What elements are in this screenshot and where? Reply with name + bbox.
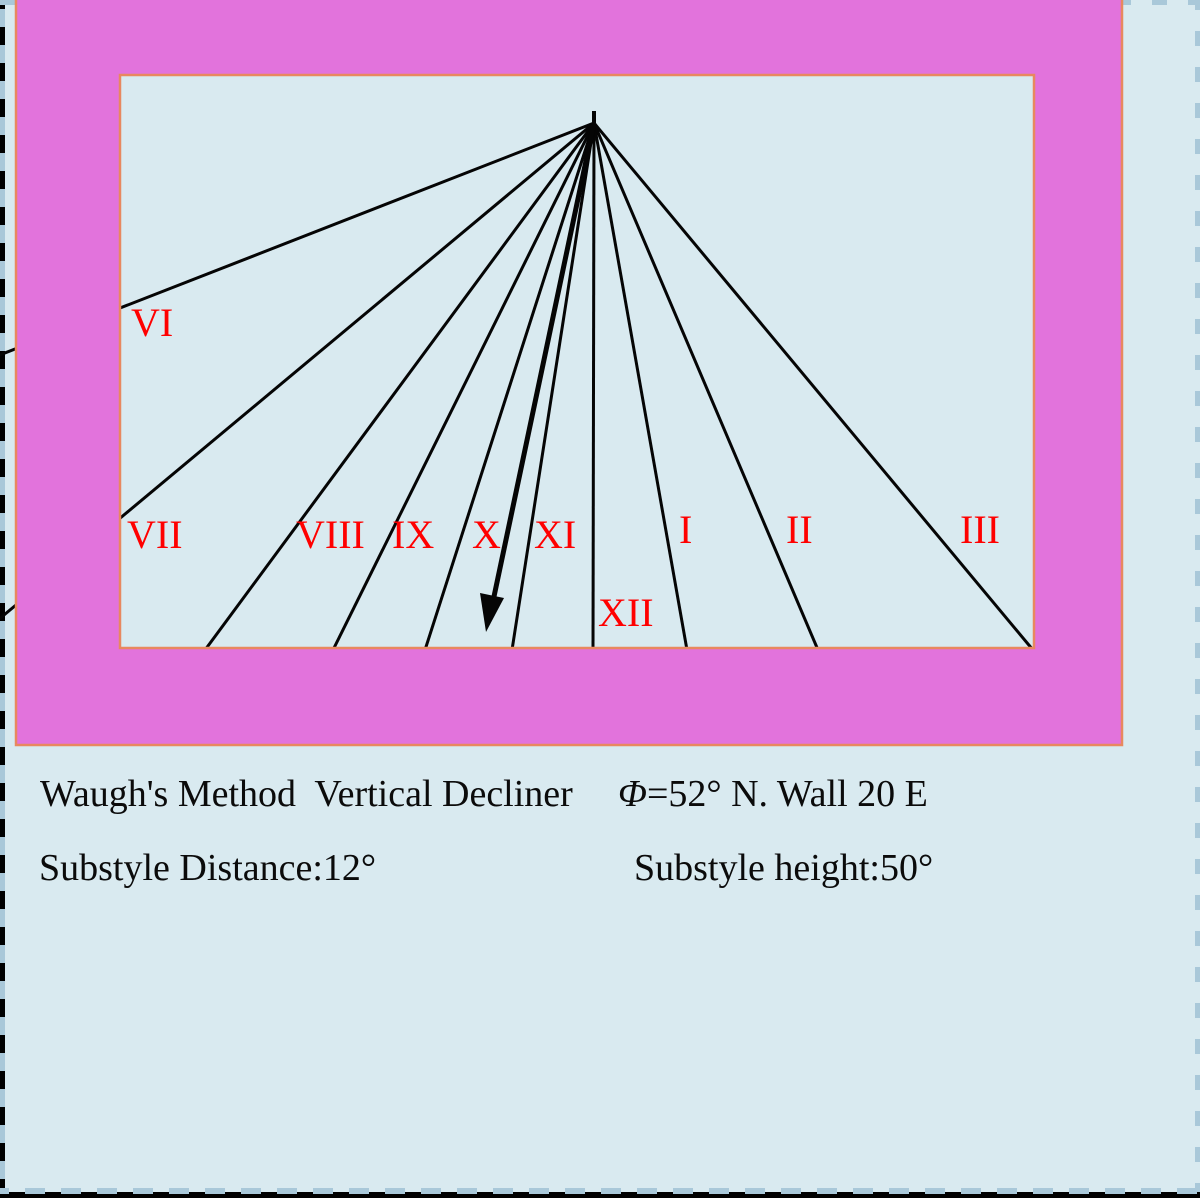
- caption-substyle-distance: Substyle Distance:12°: [39, 847, 377, 889]
- hour-label-viii: VIII: [296, 512, 365, 557]
- caption-title: Waugh's Method Vertical Decliner: [40, 773, 573, 815]
- hour-label-xi: XI: [534, 512, 577, 557]
- hour-label-iii: III: [960, 507, 1000, 552]
- caption-wall-info: [618, 773, 928, 815]
- hour-label-vii: VII: [127, 512, 183, 557]
- wall-info-text: =52° N. Wall 20 E: [646, 773, 928, 815]
- hour-label-x: X: [472, 512, 501, 557]
- hour-label-ii: II: [786, 507, 813, 552]
- hour-line-xii: [593, 123, 594, 650]
- caption-substyle-height: Substyle height:50°: [634, 847, 934, 889]
- hour-label-xii: XII: [598, 590, 654, 635]
- hour-label-ix: IX: [392, 512, 435, 557]
- phi-symbol: Φ: [618, 773, 647, 815]
- hour-label-vi: VI: [131, 300, 174, 345]
- hour-label-i: I: [679, 507, 693, 552]
